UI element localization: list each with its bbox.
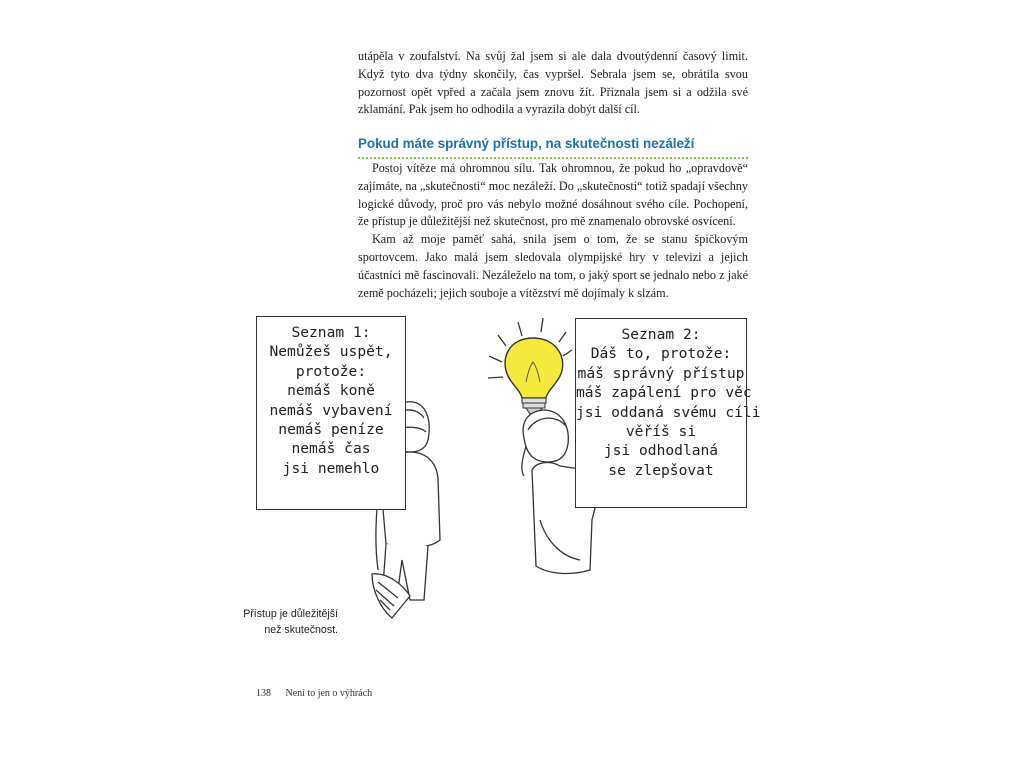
list-1-line: protože: bbox=[295, 362, 367, 380]
list-1-line: nemáš peníze bbox=[278, 421, 384, 439]
list-2-line: jsi oddaná svému cíli bbox=[576, 403, 761, 421]
list-2-line: Dáš to, protože: bbox=[590, 345, 732, 363]
section-heading: Pokud máte správný přístup, na skutečnosti nezáleží bbox=[358, 136, 748, 159]
list-1-board bbox=[256, 316, 406, 510]
figure-caption: Přístup je důležitější než skutečnost. bbox=[243, 608, 338, 636]
list-1-line: nemáš čas bbox=[291, 440, 371, 458]
list-1-line: Nemůžeš uspět, bbox=[269, 343, 393, 361]
paragraph-top: utápěla v zoufalství. Na svůj žal jsem si ale dala dvoutýdenní časový limit. Když tyto dva týdny skončily, čas vypršel. Sebrala jsem se, obrátila svou pozornost opět vpřed a začala jsem znovu žít. Přiznala jsem si a odžila své zklamání. Pak jsem ho odhodila a vyrazila dobýt další cíl. bbox=[358, 49, 748, 117]
list-2-board bbox=[575, 318, 761, 508]
page-number: 138 bbox=[256, 688, 271, 699]
list-2-line: se zlepšovat bbox=[608, 461, 714, 479]
paragraph-2: Postoj vítěze má ohromnou sílu. Tak ohromnou, že pokud ho „opravdově“ zajímáte, na „skutečnosti“ moc nezáleží. Do „skutečnosti“ totiž spadají všechny logické důvody, proč pro vás nebylo možné dosáhnout svého cíle. Pochopení, že přístup je důležitější než skutečnost, pro mě znamenalo obrovské osvícení. bbox=[358, 161, 748, 229]
list-1-line: nemáš vybavení bbox=[269, 401, 393, 419]
running-title: Není to jen o výhrách bbox=[285, 688, 373, 699]
list-2-line: věříš si bbox=[625, 423, 697, 441]
list-2-line: jsi odhodlaná bbox=[603, 442, 719, 460]
list-2-title: Seznam 2: bbox=[621, 326, 701, 343]
list-1-title: Seznam 1: bbox=[291, 324, 371, 341]
paragraph-3: Kam až moje paměť sahá, snila jsem o tom, že se stanu špičkovým sportovcem. Jako malá jsem sledovala olympijské hry v televizi a jejich účastníci mě fascinovali. Nezáleželo na tom, o jaký sport se jednalo nebo z jaké země pocházeli; jejich souboje a vítězství mě dojímaly k slzám. bbox=[358, 232, 748, 300]
list-1-line: nemáš koně bbox=[287, 382, 375, 400]
list-2-line: máš správný přístup bbox=[577, 364, 745, 382]
list-1-line: jsi nemehlo bbox=[282, 459, 380, 477]
page-footer bbox=[256, 688, 372, 699]
list-2-line: máš zapálení pro věc bbox=[576, 384, 752, 402]
light-bulb-icon bbox=[505, 338, 563, 414]
